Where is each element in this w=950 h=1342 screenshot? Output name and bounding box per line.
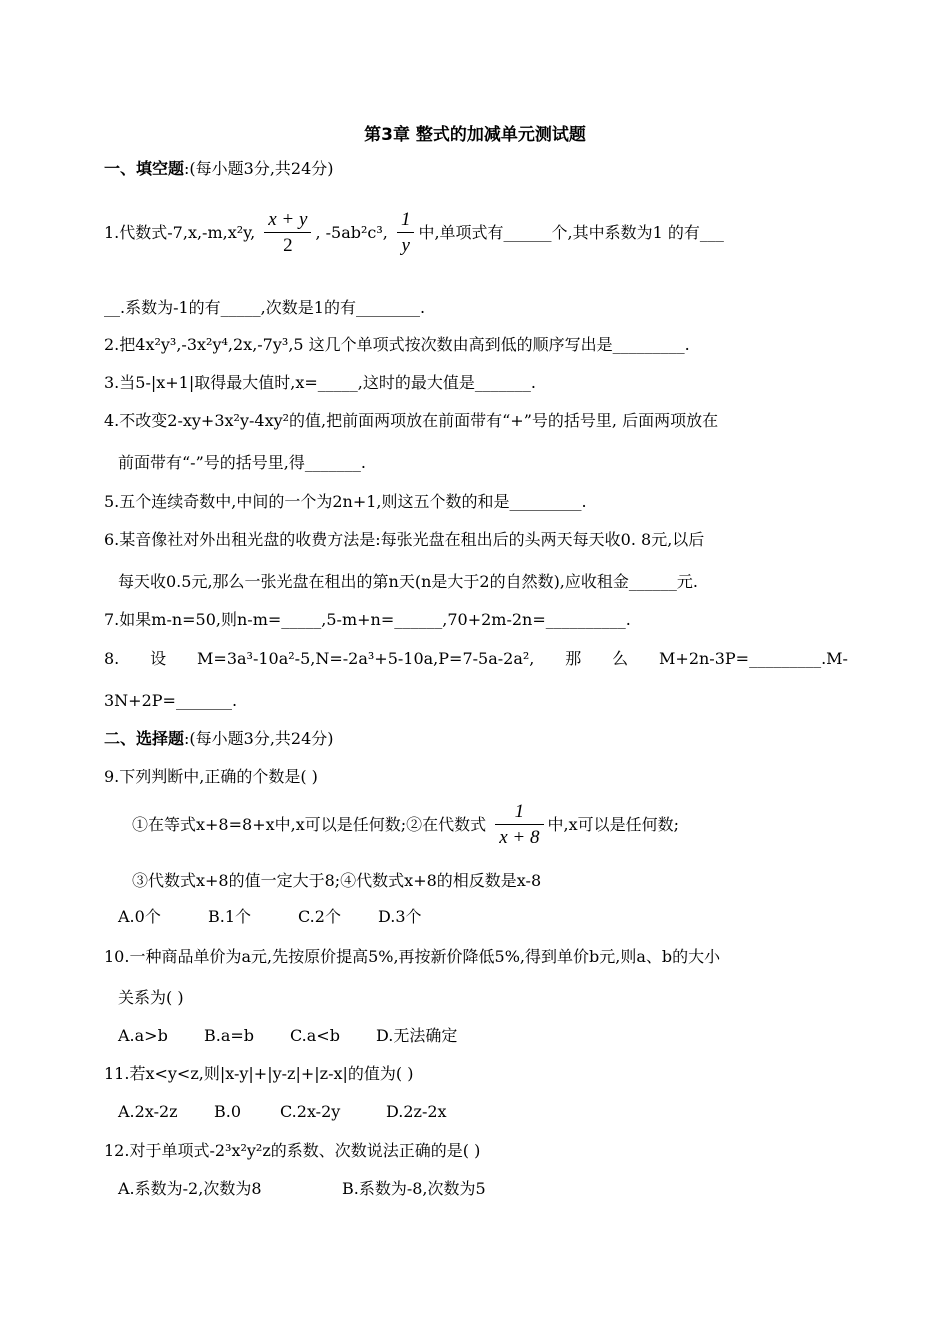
q9-option-d: D.3个 — [378, 907, 422, 926]
q1-frac1-numerator: x + y — [264, 208, 311, 233]
q11-option-d: D.2z-2x — [386, 1102, 447, 1121]
q6-line-1: 6.某音像社对外出租光盘的收费方法是:每张光盘在租出后的头两天每天收0. 8元,以后 — [104, 530, 705, 549]
section2-heading-line — [104, 728, 334, 750]
q8-part-1: 8. — [104, 649, 120, 668]
q8-part-2: 设 — [150, 649, 167, 668]
q10-option-a: A.a>b — [118, 1026, 168, 1045]
q1-line-2: __.系数为-1的有_____,次数是1的有________. — [104, 298, 426, 317]
q10-option-b: B.a=b — [204, 1026, 255, 1045]
q12-stem: 12.对于单项式-2³x²y²z的系数、次数说法正确的是( ) — [104, 1141, 481, 1160]
q8-line-2: 3N+2P=_______. — [104, 691, 238, 710]
q11-stem: 11.若x<y<z,则|x-y|+|y-z|+|z-x|的值为( ) — [104, 1064, 414, 1083]
q10-line-1: 10.一种商品单价为a元,先按原价提高5%,再按新价降低5%,得到单价b元,则a、b的大小 — [104, 947, 721, 966]
q8-part-3: M=3a³-10a²-5,N=-2a³+5-10a,P=7-5a-2a², — [197, 649, 535, 668]
q9-stem: 9.下列判断中,正确的个数是( ) — [104, 767, 318, 786]
q9-frac-denominator: x + 8 — [499, 827, 540, 848]
q9-options — [118, 906, 422, 928]
q6-line-2: 每天收0.5元,那么一张光盘在租出的第n天(n是大于2的自然数),应收租金______元. — [118, 572, 698, 591]
section1-note: :(每小题3分,共24分) — [184, 159, 334, 178]
page-title: 第3章 整式的加减单元测试题 — [364, 125, 586, 145]
question-3: 3.当5-|x+1|取得最大值时,x=_____,这时的最大值是_______. — [104, 373, 536, 392]
q1-fraction-1 — [264, 208, 311, 259]
q1-fraction-2 — [397, 208, 415, 259]
question-1 — [104, 208, 724, 259]
q4-line-1: 4.不改变2-xy+3x²y-4xy²的值,把前面两项放在前面带有“+”号的括号里, 后面两项放在 — [104, 411, 719, 430]
q1-frac2-denominator: y — [401, 235, 410, 256]
q1-part-c: 中,单项式有______个,其中系数为1 的有___ — [418, 223, 724, 242]
q1-part-b: , -5ab²c³, — [315, 223, 388, 242]
q9-option-b: B.1个 — [208, 907, 252, 926]
q1-frac1-denominator: 2 — [283, 235, 293, 256]
q9-s1-part-b: 中,x可以是任何数; — [547, 815, 680, 834]
q10-options — [118, 1025, 457, 1047]
q12-option-b: B.系数为-8,次数为5 — [342, 1179, 486, 1198]
question-7: 7.如果m-n=50,则n-m=_____,5-m+n=______,70+2m-2n=__________. — [104, 610, 631, 629]
q8-part-5: 么 — [612, 649, 629, 668]
question-2: 2.把4x²y³,-3x²y⁴,2x,-7y³,5 这几个单项式按次数由高到低的顺序写出是_________. — [104, 335, 690, 354]
q11-option-b: B.0 — [214, 1102, 242, 1121]
q11-option-c: C.2x-2y — [280, 1102, 341, 1121]
q9-s1-part-a: ①在等式x+8=8+x中,x可以是任何数;②在代数式 — [132, 815, 487, 834]
q11-option-a: A.2x-2z — [118, 1102, 178, 1121]
q10-option-d: D.无法确定 — [376, 1026, 458, 1045]
q9-option-c: C.2个 — [298, 907, 341, 926]
q12-options — [118, 1178, 486, 1200]
q8-part-4: 那 — [565, 649, 582, 668]
q9-frac-numerator: 1 — [495, 800, 543, 825]
q12-option-a: A.系数为-2,次数为8 — [118, 1179, 262, 1198]
q1-frac2-numerator: 1 — [397, 208, 415, 233]
q11-options — [118, 1101, 447, 1123]
q10-line-2: 关系为( ) — [118, 988, 184, 1007]
section2-heading: 二、选择题 — [104, 729, 185, 748]
q9-fraction — [495, 800, 543, 851]
section2-note: :(每小题3分,共24分) — [184, 729, 334, 748]
q10-option-c: C.a<b — [290, 1026, 340, 1045]
q9-statement-2: ③代数式x+8的值一定大于8;④代数式x+8的相反数是x-8 — [132, 871, 542, 890]
q1-part-a: 1.代数式-7,x,-m,x²y, — [104, 223, 256, 242]
q4-line-2: 前面带有“-”号的括号里,得_______. — [118, 453, 366, 472]
question-5: 5.五个连续奇数中,中间的一个为2n+1,则这五个数的和是_________. — [104, 492, 587, 511]
section1-heading-line — [104, 158, 334, 180]
q8-part-6: M+2n-3P=_________.M- — [659, 649, 848, 668]
q9-statement-1 — [132, 800, 679, 851]
q9-option-a: A.0个 — [118, 907, 161, 926]
q8-line-1 — [104, 648, 848, 670]
section1-heading: 一、填空题 — [104, 159, 185, 178]
